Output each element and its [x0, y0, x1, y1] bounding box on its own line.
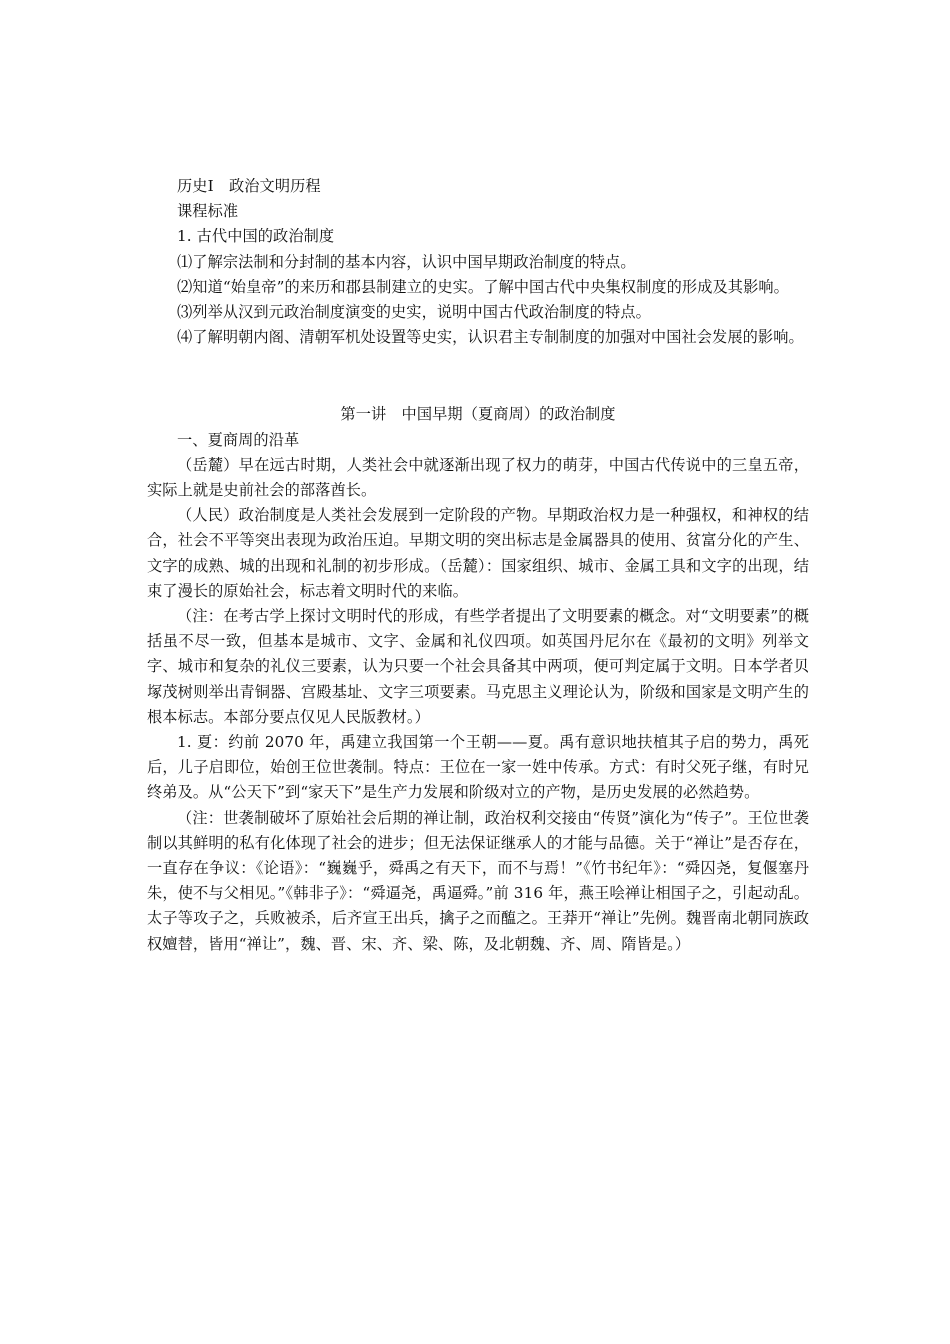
curriculum-standard-heading: 课程标准	[177, 202, 239, 221]
lecture-title: 第一讲 中国早期（夏商周）的政治制度	[340, 405, 616, 424]
paragraph: 1. 夏：约前 2070 年，禹建立我国第一个王朝——夏。禹有意识地扶植其子启的势力，禹死后，儿子启即位，始创王位世袭制。特点：王位在一家一姓中传承。方式：有时父死子继，有时兄终弟及。从“公天下”到“家天下”是生产力发展和阶级对立的产物，是历史发展的必然趋势。	[147, 733, 809, 802]
note-paragraph: （注：在考古学上探讨文明时代的形成，有些学者提出了文明要素的概念。对“文明要素”的概括虽不尽一致，但基本是城市、文字、金属和礼仪四项。如英国丹尼尔在《最初的文明》列举文字、城市和复杂的礼仪三要素，认为只要一个社会具备其中两项，便可判定属于文明。日本学者贝塚茂树则举出青铜器、宫殿基址、文字三项要素。马克思主义理论认为，阶级和国家是文明产生的根本标志。本部分要点仅见人民版教材。）	[147, 607, 809, 726]
paragraph: （岳麓）早在远古时期，人类社会中就逐渐出现了权力的萌芽，中国古代传说中的三皇五帝，实际上就是史前社会的部落酋长。	[147, 455, 809, 500]
curriculum-item-2: ⑵知道“始皇帝”的来历和郡县制建立的史实。了解中国古代中央集权制度的形成及其影响。	[177, 277, 789, 296]
lecture-subtitle: 一、夏商周的沿革	[177, 430, 300, 449]
curriculum-item-3: ⑶列举从汉到元政治制度演变的史实，说明中国古代政治制度的特点。	[177, 303, 651, 322]
course-heading: 历史Ⅰ 政治文明历程	[177, 177, 321, 195]
curriculum-item-title: 1. 古代中国的政治制度	[177, 227, 335, 246]
document-body	[147, 174, 809, 957]
section-spacer	[147, 350, 809, 402]
paragraph: （人民）政治制度是人类社会发展到一定阶段的产物。早期政治权力是一种强权，和神权的结合，社会不平等突出表现为政治压迫。早期文明的突出标志是金属器具的使用、贫富分化的产生、文字的成熟、城的出现和礼制的初步形成。（岳麓）：国家组织、城市、金属工具和文字的出现，结束了漫长的原始社会，标志着文明时代的来临。	[147, 506, 809, 600]
curriculum-item-1: ⑴了解宗法制和分封制的基本内容，认识中国早期政治制度的特点。	[177, 252, 636, 271]
curriculum-item-4: ⑷了解明朝内阁、清朝军机处设置等史实，认识君主专制制度的加强对中国社会发展的影响。	[177, 328, 804, 347]
note-paragraph: （注：世袭制破坏了原始社会后期的禅让制，政治权利交接由“传贤”演化为“传子”。王位世袭制以其鲜明的私有化体现了社会的进步；但无法保证继承人的才能与品德。关于“禅让”是否存在，一直存在争议：《论语》：“巍巍乎，舜禹之有天下，而不与焉！”《竹书纪年》：“舜囚尧，复偃塞丹朱，使不与父相见。”《韩非子》：“舜逼尧，禹逼舜。”前 316 年，燕王哙禅让相国子之，引起动乱。太子等攻子之，兵败被杀，后齐宣王出兵，擒子之而醢之。王莽开“禅让”先例。魏晋南北朝同族政权嬗替，皆用“禅让”，魏、晋、宋、齐、梁、陈，及北朝魏、齐、周、隋皆是。）	[147, 808, 809, 953]
